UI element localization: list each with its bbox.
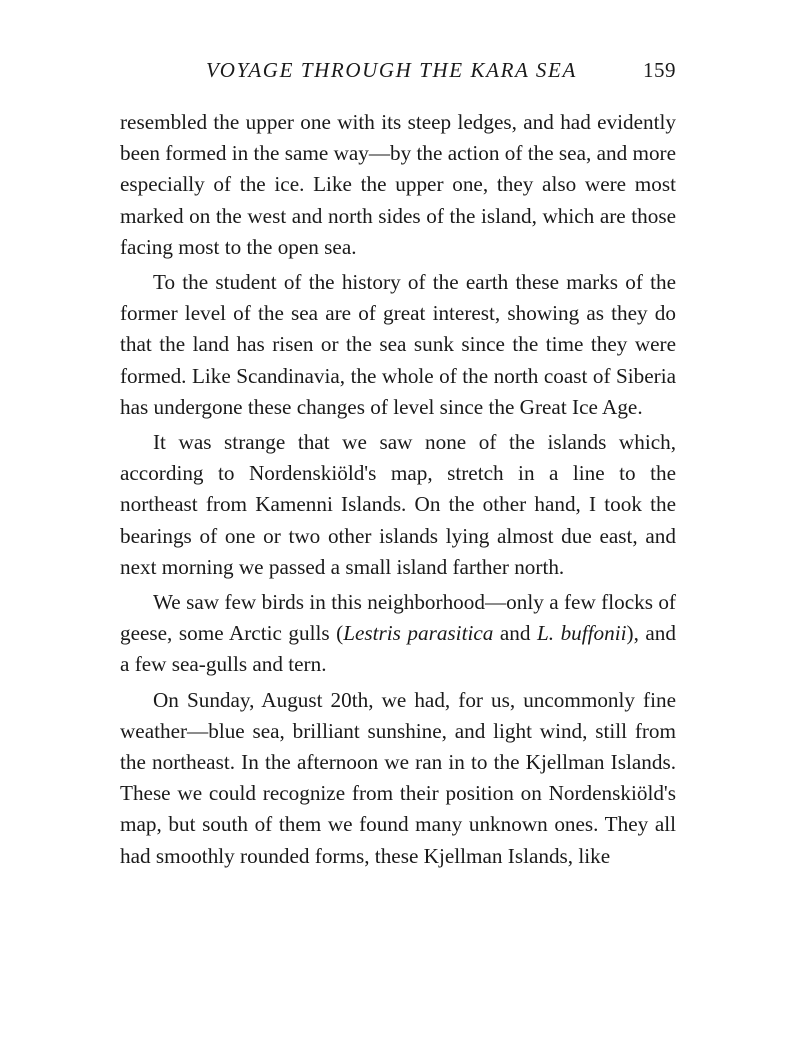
page-number: 159	[643, 58, 676, 82]
running-title: VOYAGE THROUGH THE KARA SEA	[206, 58, 577, 82]
latin-name-lestris-parasitica: Lestris parasitica	[343, 621, 494, 646]
latin-name-l-buffonii: L. buffonii	[536, 621, 627, 646]
paragraph-2: To the student of the history of the earth these marks of the former level of the sea are of great interest, showing as they do that the land has risen or the sea sunk since the time they were formed. Like Scandinavia, the whole of the north coast of Siberia has undergone these changes of level since the Great Ice Age.	[120, 270, 676, 419]
running-head	[120, 58, 676, 88]
body-text	[120, 107, 676, 872]
paragraph-1: resembled the upper one with its steep ledges, and had evidently been formed in the same way—by the action of the sea, and more especially of the ice. Like the upper one, they also were most marked on the west and north sides of the island, which are those facing most to the open sea.	[120, 110, 676, 259]
paragraph-4	[120, 587, 676, 681]
paragraph-4-text-after: ), and a few sea-gulls and tern.	[120, 621, 676, 677]
paragraph-3: It was strange that we saw none of the islands which, according to Nordenskiöld's map, stretch in a line to the northeast from Kamenni Islands. On the other hand, I took the bearings of one or two other islands lying almost due east, and next morning we passed a small island farther north.	[120, 430, 676, 579]
paragraph-4-text-before: We saw few birds in this neighborhood—only a few flocks of geese, some Arctic gulls (	[120, 590, 676, 646]
paragraph-5: On Sunday, August 20th, we had, for us, uncommonly fine weather—blue sea, brilliant sunshine, and light wind, still from the northeast. In the afternoon we ran in to the Kjellman Islands. These we could recognize from their position on Nordenskiöld's map, but south of them we found many unknown ones. They all had smoothly rounded forms, these Kjellman Islands, like	[120, 687, 676, 868]
paragraph-4-text-middle: and	[493, 621, 537, 646]
